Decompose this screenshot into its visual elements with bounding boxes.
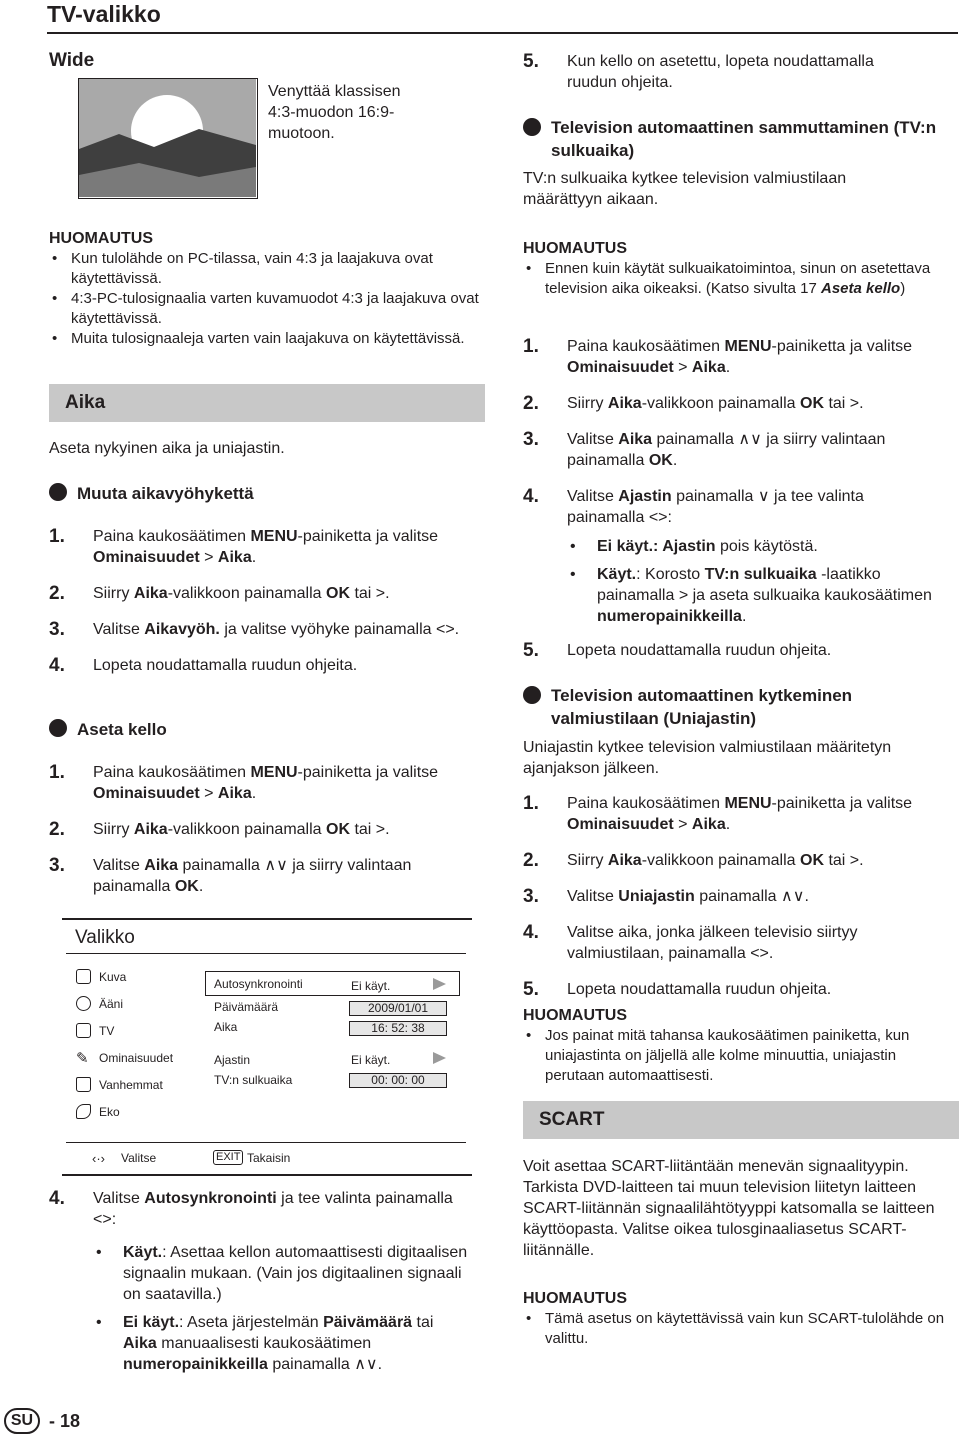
scart-section-bar: SCART	[523, 1101, 959, 1139]
row-value: Ei käyt.	[351, 979, 391, 993]
step-item: 4. Valitse aika, jonka jälkeen televisio siirtyy valmiustilaan, painamalla <>.	[523, 922, 858, 962]
step-item: 3. Valitse Aika painamalla ∧∨ ja siirry valintaan painamalla OK.	[523, 429, 886, 469]
step-item: 5. Lopeta noudattamalla ruudun ohjeita.	[523, 979, 832, 1000]
sleep-time-field[interactable]: 00: 00: 00	[349, 1073, 447, 1088]
zone-steps	[49, 526, 469, 691]
menu-item-eko[interactable]: Eko	[76, 1098, 196, 1125]
menu-footer-rule	[66, 1142, 466, 1143]
nav-arrows-icon: ‹·›	[92, 1151, 105, 1166]
sleep-note	[523, 239, 943, 299]
bullet-dot-icon	[523, 118, 541, 136]
exit-key-icon: EXIT	[213, 1150, 243, 1165]
wrench-icon: ✎	[76, 1049, 89, 1067]
bullet-dot-icon	[49, 483, 67, 501]
step-item: 1. Paina kaukosäätimen MENU-painiketta ja valitse Ominaisuudet > Aika.	[49, 526, 439, 566]
wide-note	[49, 229, 479, 349]
bullet-item: • Käyt.: Korosto TV:n sulkuaika -laatikko painamalla > ja aseta sulkuaika kaukosäätimen numeropainikkeilla.	[567, 564, 933, 627]
sleep-heading: Television automaattinen sammuttaminen (TV:n sulkuaika)	[523, 116, 943, 162]
step-item: 3. Valitse Aikavyöh. ja valitse vyöhyke painamalla <>.	[49, 619, 460, 640]
zone-heading: Muuta aikavyöhykettä	[49, 483, 254, 504]
step-item: 1. Paina kaukosäätimen MENU-painiketta ja valitse Ominaisuudet > Aika.	[523, 793, 913, 833]
menu-title-rule	[66, 953, 466, 954]
note-heading: HUOMAUTUS	[523, 240, 627, 257]
bullet-dot-icon	[49, 719, 67, 737]
step-item: 4. Valitse Autosynkronointi ja tee valinta painamalla <>:	[49, 1188, 453, 1228]
note-item: • Kun tulolähde on PC-tilassa, vain 4:3 ja laajakuva ovat käytettävissä.	[49, 249, 479, 289]
bullet-dot-icon	[523, 686, 541, 704]
clock-steps	[49, 762, 469, 912]
clock-heading: Aseta kello	[49, 719, 167, 740]
step-item: 2. Siirry Aika-valikkoon painamalla OK tai >.	[523, 850, 864, 871]
landscape-image	[79, 79, 256, 197]
menu-list	[76, 963, 196, 1125]
footer-back-label: Takaisin	[247, 1151, 291, 1165]
step-item: 3. Valitse Uniajastin painamalla ∧∨.	[523, 886, 809, 907]
standby-note	[523, 1006, 953, 1086]
step-item: 4. Lopeta noudattamalla ruudun ohjeita.	[49, 655, 358, 676]
step-item: 2. Siirry Aika-valikkoon painamalla OK tai >.	[49, 819, 390, 840]
sleep-steps	[523, 336, 933, 634]
menu-item-ominaisuudet[interactable]: ✎ Ominaisuudet	[76, 1049, 174, 1067]
step-item: 4. Valitse Ajastin painamalla ∨ ja tee valinta painamalla <>: • Ei käyt.: Ajastin pois käytöstä. • Käyt.: Korosto TV:n sulkuaika -laatikko painamalla > ja aseta sulkuaika kaukosäätimen numeropainikkeilla.	[523, 486, 933, 634]
bullet-item: • Käyt.: Asettaa kellon automaattisesti digitaalisen signaalin mukaan. (Vain jos digitaalinen signaali on saatavilla.)	[93, 1242, 469, 1305]
row-label: Autosynkronointi	[214, 977, 303, 991]
step-item: 2. Siirry Aika-valikkoon painamalla OK tai >.	[523, 393, 864, 414]
page-title: TV-valikko	[47, 1, 161, 27]
title-divider	[47, 32, 958, 34]
clock-step-4	[49, 1188, 469, 1382]
bullet-item: • Ei käyt.: Aseta järjestelmän Päivämäärä tai Aika manuaalisesti kaukosäätimen numeropainikkeilla painamalla ∧∨.	[93, 1312, 469, 1375]
note-item: • Muita tulosignaaleja varten vain laajakuva on käytettävissä.	[49, 329, 479, 349]
date-field[interactable]: 2009/01/01	[349, 1001, 447, 1016]
footer-select-label: Valitse	[121, 1151, 157, 1165]
menu-item-aani[interactable]: Ääni	[76, 990, 196, 1017]
note-item: • Tämä asetus on käytettävissä vain kun SCART-tulolähde on valittu.	[523, 1309, 953, 1349]
wide-caption: Venyttää klassisen 4:3-muodon 16:9-muotoon.	[268, 83, 401, 142]
aika-intro: Aseta nykyinen aika ja uniajastin.	[49, 440, 285, 457]
step-item: 5. Kun kello on asetettu, lopeta noudattamalla ruudun ohjeita.	[523, 51, 874, 91]
bullet-item: • Ei käyt.: Ajastin pois käytöstä.	[567, 536, 933, 557]
time-field[interactable]: 16: 52: 38	[349, 1021, 447, 1036]
step-item: 3. Valitse Aika painamalla ∧∨ ja siirry valintaan painamalla OK.	[49, 855, 412, 895]
arrow-right-icon[interactable]	[433, 1052, 446, 1064]
leaf-icon	[76, 1104, 91, 1119]
menu-item-vanhemmat[interactable]: Vanhemmat	[76, 1071, 196, 1098]
picture-icon	[76, 969, 91, 984]
step-item: 1. Paina kaukosäätimen MENU-painiketta ja valitse Ominaisuudet > Aika.	[523, 336, 913, 376]
menu-item-kuva[interactable]: Kuva	[76, 963, 196, 990]
standby-steps	[523, 793, 933, 1015]
menu-item-tv[interactable]: TV	[76, 1017, 196, 1044]
note-item: • Jos painat mitä tahansa kaukosäätimen painiketta, kun uniajastinta on jäljellä alle kolme minuuttia, uniajastin perutaan automaattisesti.	[523, 1026, 953, 1086]
scart-text: Voit asettaa SCART-liitäntään menevän signaalityypin. Tarkista DVD-laitteen tai muun television liitetyn laitteen SCART-liitännän signaalilähtötyyppi katsomalla se laitteen käyttöopasta. Valitse oikea tulosginaaliasetus SCART-liitännälle.	[523, 1158, 935, 1259]
wide-illustration	[78, 78, 258, 199]
row-label: Ajastin	[214, 1053, 251, 1067]
wide-heading: Wide	[49, 50, 95, 71]
aika-section-bar: Aika	[49, 384, 485, 422]
scart-note	[523, 1289, 953, 1349]
note-item: • 4:3-PC-tulosignaalia varten kuvamuodot 4:3 ja laajakuva ovat käytettävissä.	[49, 289, 479, 329]
note-item: • Ennen kuin käytät sulkuaikatoimintoa, sinun on asetettava television aika oikeaksi. (Katso sivulta 17 Aseta kello)	[523, 259, 943, 299]
sleep-step-5	[523, 640, 933, 676]
step-item: 5. Lopeta noudattamalla ruudun ohjeita.	[523, 640, 832, 661]
sleep-intro: TV:n sulkuaika kytkee television valmiustilaan määrättyyn aikaan.	[523, 170, 847, 208]
step-item: 1. Paina kaukosäätimen MENU-painiketta ja valitse Ominaisuudet > Aika.	[49, 762, 439, 802]
lock-icon	[76, 1077, 91, 1092]
row-value: Ei käyt.	[351, 1053, 391, 1067]
row-label: Päivämäärä	[214, 1000, 279, 1014]
note-heading: HUOMAUTUS	[49, 230, 153, 247]
step-item: 2. Siirry Aika-valikkoon painamalla OK tai >.	[49, 583, 390, 604]
standby-heading: Television automaattinen kytkeminen valmiustilaan (Uniajastin)	[523, 684, 943, 730]
language-logo: SU	[4, 1408, 40, 1434]
note-heading: HUOMAUTUS	[523, 1290, 627, 1307]
row-label: Aika	[214, 1020, 238, 1034]
sound-icon	[76, 996, 91, 1011]
arrow-right-icon[interactable]	[433, 978, 446, 990]
row-label: TV:n sulkuaika	[214, 1073, 293, 1087]
page-number: - 18	[49, 1411, 81, 1431]
right-step-5	[523, 51, 923, 108]
menu-title: Valikko	[75, 927, 135, 948]
standby-intro: Uniajastin kytkee television valmiustilaan määritetyn ajanjakson jälkeen.	[523, 739, 892, 777]
tv-icon	[76, 1023, 91, 1038]
note-heading: HUOMAUTUS	[523, 1007, 627, 1024]
